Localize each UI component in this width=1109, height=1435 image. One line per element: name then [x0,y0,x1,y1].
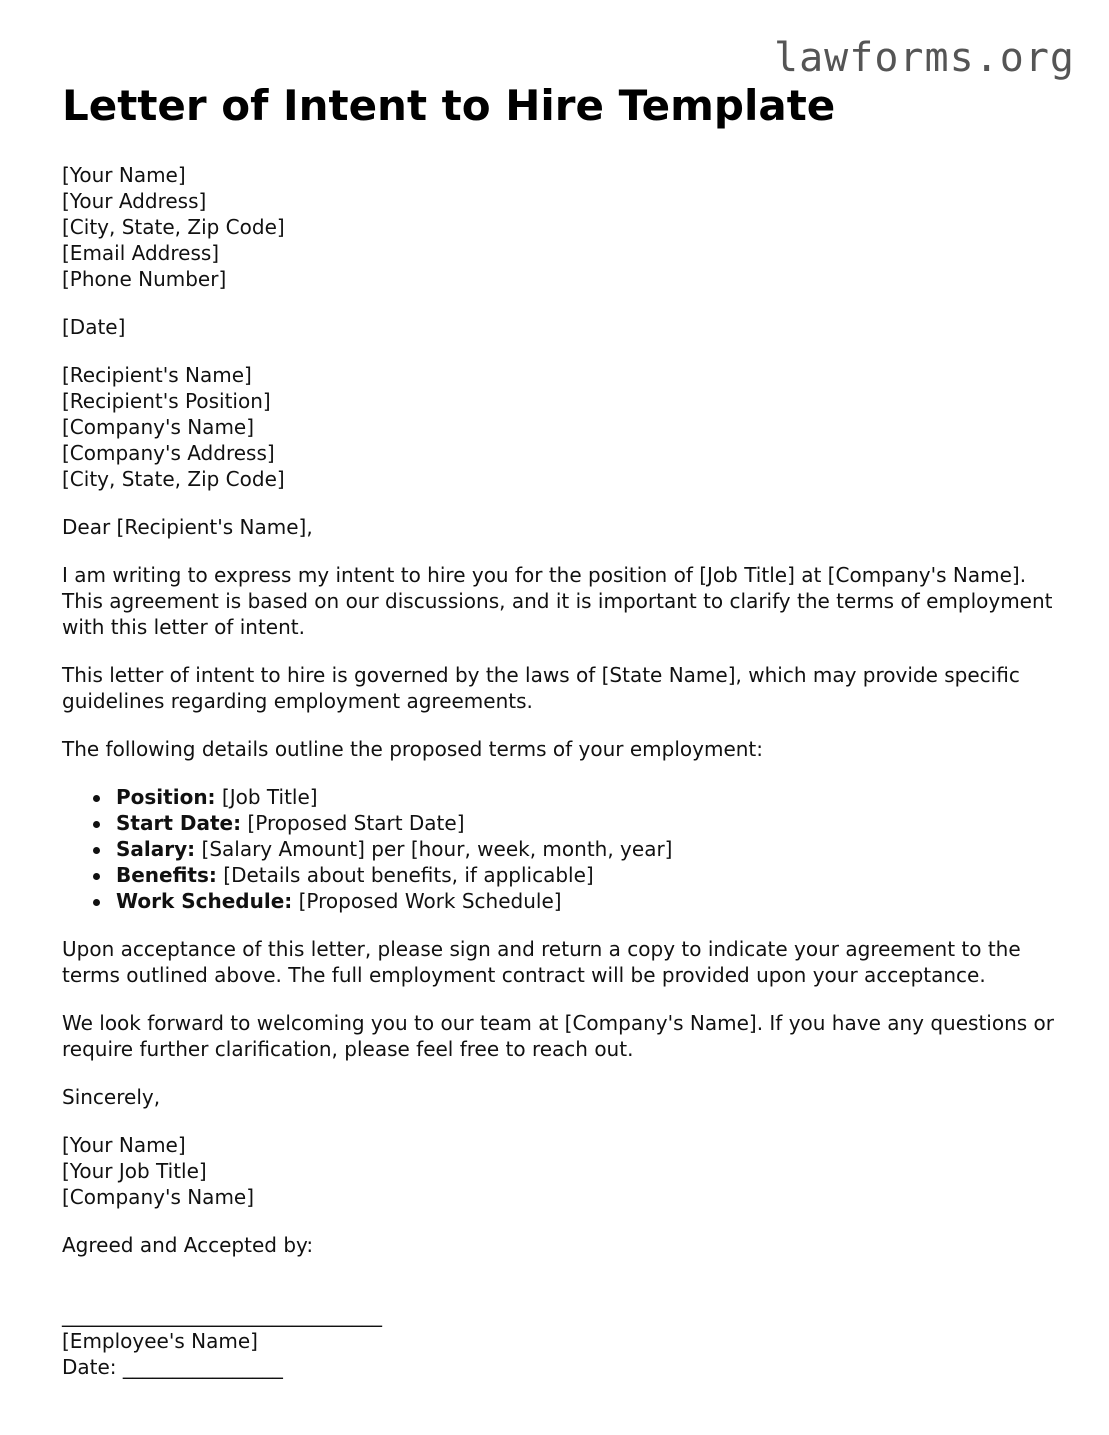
list-item [116,888,1062,914]
term-value-salary: [Salary Amount] per [hour, week, month, year] [195,837,673,861]
letter-document [62,80,1062,1380]
signature-block [62,1132,1062,1210]
agreed-accepted-label: Agreed and Accepted by: [62,1233,314,1257]
term-value-start-date: [Proposed Start Date] [241,811,465,835]
term-label-salary: Salary: [116,837,196,861]
recipient-position: [Recipient's Position] [62,389,271,413]
term-value-work-schedule: [Proposed Work Schedule] [292,889,562,913]
letter-date: [Date] [62,315,126,339]
employee-signature-line: ________________________________ [62,1303,382,1327]
list-item [116,784,1062,810]
term-label-benefits: Benefits: [116,863,217,887]
sender-email: [Email Address] [62,241,220,265]
signature-name: [Your Name] [62,1133,186,1157]
sender-city-state-zip: [City, State, Zip Code] [62,215,285,239]
list-item [116,862,1062,888]
sender-address: [Your Address] [62,189,207,213]
sender-name: [Your Name] [62,163,186,187]
recipient-company-address: [Company's Address] [62,441,275,465]
watermark-logo: lawforms.org [774,35,1075,81]
list-item [116,836,1062,862]
term-value-position: [Job Title] [215,785,318,809]
list-item [116,810,1062,836]
recipient-name: [Recipient's Name] [62,363,252,387]
recipient-city-state-zip: [City, State, Zip Code] [62,467,285,491]
recipient-company-name: [Company's Name] [62,415,255,439]
details-intro-paragraph: The following details outline the proposed terms of your employment: [62,737,764,761]
term-label-work-schedule: Work Schedule: [116,889,293,913]
signature-company: [Company's Name] [62,1185,255,1209]
closing-paragraph: We look forward to welcoming you to our team at [Company's Name]. If you have any questions or require further clarification, please feel free to reach out. [62,1011,1055,1061]
employment-terms-list [62,784,1062,914]
employee-name: [Employee's Name] [62,1329,258,1353]
term-label-start-date: Start Date: [116,811,242,835]
acceptance-paragraph: Upon acceptance of this letter, please sign and return a copy to indicate your agreement to the terms outlined above. The full employment contract will be provided upon your acceptance. [62,937,1021,987]
recipient-address-block [62,362,1062,492]
salutation: Dear [Recipient's Name], [62,515,313,539]
page-title: Letter of Intent to Hire Template [62,81,836,130]
signoff: Sincerely, [62,1085,161,1109]
signature-job-title: [Your Job Title] [62,1159,207,1183]
sender-phone: [Phone Number] [62,267,227,291]
term-label-position: Position: [116,785,216,809]
sender-address-block [62,162,1062,292]
intro-paragraph: I am writing to express my intent to hire you for the position of [Job Title] at [Company's Name]. This agreement is based on our discussions, and it is important to clarify the terms of employment with this letter of intent. [62,563,1053,639]
employee-date-line: Date: ________________ [62,1355,283,1379]
governing-law-paragraph: This letter of intent to hire is governed by the laws of [State Name], which may provide specific guidelines regarding employment agreements. [62,663,1020,713]
term-value-benefits: [Details about benefits, if applicable] [216,863,594,887]
employee-acceptance-block [62,1280,1062,1380]
